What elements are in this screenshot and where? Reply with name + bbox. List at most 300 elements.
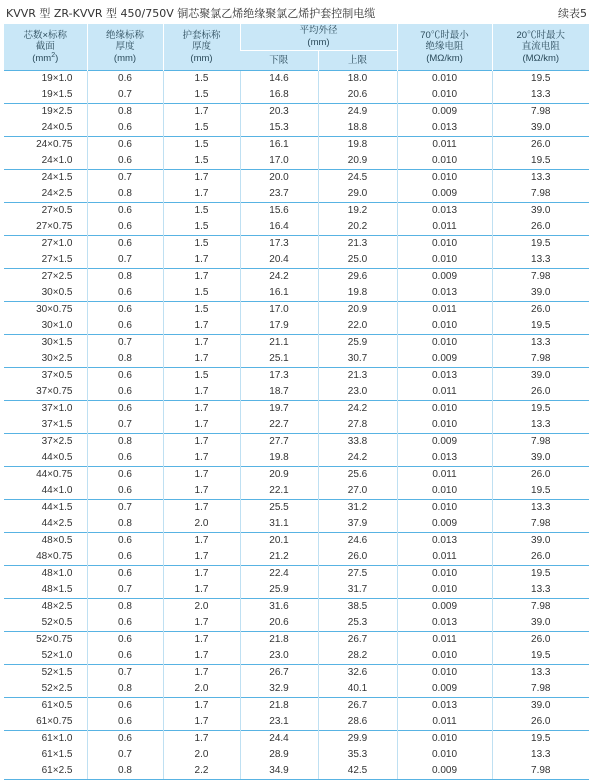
table-row (4, 516, 589, 533)
cell-dc-resistance: 19.5 (492, 153, 589, 170)
cell-cores-section: 48×1.0 (4, 566, 87, 583)
cell-od-upper: 23.0 (318, 384, 397, 401)
cell-sheath-thickness: 1.7 (163, 500, 240, 517)
cell-cores-section: 30×0.75 (4, 302, 87, 319)
table-row (4, 450, 589, 467)
cell-od-lower: 21.8 (240, 698, 318, 715)
cell-dc-resistance: 39.0 (492, 203, 589, 220)
cell-od-upper: 38.5 (318, 599, 397, 616)
cell-cores-section: 37×0.75 (36, 386, 73, 397)
cell-insulation-thickness: 0.6 (87, 698, 163, 715)
col-header-unit: (MΩ/km) (522, 52, 560, 64)
cell-dc-resistance: 13.3 (492, 335, 589, 352)
cable-spec-table (4, 24, 589, 780)
table-row (4, 681, 589, 698)
cell-insulation-thickness: 0.6 (87, 318, 163, 335)
cell-od-upper: 29.9 (318, 731, 397, 748)
cell-insulation-thickness: 0.6 (87, 153, 163, 170)
cell-od-lower: 26.7 (240, 665, 318, 682)
cell-od-upper: 24.5 (318, 170, 397, 187)
cell-sheath-thickness: 1.5 (163, 236, 240, 253)
cell-cores-section: 24×1.0 (41, 155, 73, 166)
cell-insulation-resistance: 0.011 (397, 714, 492, 731)
cell-od-upper: 31.7 (318, 582, 397, 599)
cell-od-lower: 17.3 (240, 368, 318, 385)
col-header-label: 绝缘标称 (105, 29, 144, 41)
cell-insulation-thickness: 0.8 (87, 681, 163, 698)
cell-od-lower: 34.9 (240, 763, 318, 780)
cell-sheath-thickness: 1.5 (163, 137, 240, 154)
col-header-label: 绝缘电阻 (425, 41, 464, 53)
cell-insulation-thickness: 0.8 (87, 763, 163, 780)
cell-od-lower: 31.1 (240, 516, 318, 533)
cell-insulation-thickness: 0.8 (87, 351, 163, 368)
table-row (4, 219, 589, 236)
cell-dc-resistance: 19.5 (492, 483, 589, 500)
cell-dc-resistance: 13.3 (492, 582, 589, 599)
cell-cores-section: 24×2.5 (41, 188, 73, 199)
cell-insulation-thickness: 0.7 (87, 252, 163, 269)
cell-insulation-thickness: 0.6 (87, 648, 163, 665)
cell-dc-resistance: 7.98 (492, 351, 589, 368)
cell-od-upper: 29.6 (318, 269, 397, 286)
cell-od-upper: 22.0 (318, 318, 397, 335)
col-header-label: 70℃时最小 (420, 29, 469, 41)
cell-od-lower: 21.8 (240, 632, 318, 649)
cell-cores-section: 27×0.5 (4, 203, 87, 220)
cell-cores-section: 27×0.75 (36, 221, 73, 232)
cell-od-upper: 19.8 (318, 137, 397, 154)
table-row (4, 747, 589, 763)
cell-insulation-resistance: 0.009 (397, 186, 492, 203)
cell-od-upper: 21.3 (318, 368, 397, 385)
table-row (4, 104, 589, 121)
cell-od-upper: 27.0 (318, 483, 397, 500)
cell-insulation-thickness: 0.6 (87, 632, 163, 649)
table-row (4, 120, 589, 137)
cell-od-upper: 26.7 (318, 698, 397, 715)
col-header-label: 截面 (35, 41, 55, 53)
table-row (4, 467, 589, 484)
cell-cores-section: 48×1.5 (41, 584, 73, 595)
cell-od-lower: 24.2 (240, 269, 318, 286)
cell-cores-section: 48×2.5 (4, 599, 87, 616)
cell-dc-resistance: 7.98 (492, 599, 589, 616)
cell-od-lower: 22.4 (240, 566, 318, 583)
cell-cores-section: 61×1.5 (41, 749, 73, 760)
cell-insulation-thickness: 0.7 (87, 417, 163, 434)
cell-dc-resistance: 7.98 (492, 763, 589, 780)
cell-cores-section: 48×0.5 (4, 533, 87, 550)
cell-insulation-thickness: 0.8 (87, 186, 163, 203)
table-row (4, 318, 589, 335)
table-row (4, 632, 589, 649)
cell-sheath-thickness: 1.5 (163, 71, 240, 88)
cell-sheath-thickness: 1.7 (163, 648, 240, 665)
cell-od-upper: 30.7 (318, 351, 397, 368)
cell-sheath-thickness: 1.5 (163, 302, 240, 319)
table-title: KVVR 型 ZR-KVVR 型 450/750V 铜芯聚氯乙烯绝缘聚氯乙烯护套控制电缆 (6, 7, 376, 20)
cell-sheath-thickness: 1.7 (163, 384, 240, 401)
cell-dc-resistance: 39.0 (492, 285, 589, 302)
cell-sheath-thickness: 1.7 (163, 450, 240, 467)
cell-insulation-thickness: 0.6 (87, 368, 163, 385)
cell-od-upper: 20.9 (318, 153, 397, 170)
cell-dc-resistance: 7.98 (492, 269, 589, 286)
col-header-cores-section (4, 24, 87, 71)
table-row (4, 252, 589, 269)
cell-insulation-thickness: 0.6 (87, 566, 163, 583)
col-header-label: 芯数×标称 (23, 29, 68, 41)
cell-sheath-thickness: 1.7 (163, 186, 240, 203)
table-row (4, 401, 589, 418)
cell-dc-resistance: 39.0 (492, 368, 589, 385)
cell-dc-resistance: 13.3 (492, 170, 589, 187)
cell-insulation-thickness: 0.6 (87, 450, 163, 467)
cell-sheath-thickness: 2.0 (163, 516, 240, 533)
cell-cores-section: 44×2.5 (41, 518, 73, 529)
table-row (4, 236, 589, 253)
col-header-dc-resistance (492, 24, 589, 71)
col-header-label: 护套标称 (182, 29, 221, 41)
table-row (4, 731, 589, 748)
cell-od-upper: 21.3 (318, 236, 397, 253)
cell-insulation-resistance: 0.011 (397, 219, 492, 236)
cell-sheath-thickness: 1.7 (163, 252, 240, 269)
cell-insulation-thickness: 0.6 (87, 549, 163, 566)
cell-insulation-thickness: 0.6 (87, 714, 163, 731)
cell-sheath-thickness: 1.5 (163, 87, 240, 104)
cell-od-lower: 28.9 (240, 747, 318, 763)
col-header-unit: (mm) (307, 36, 330, 48)
cell-insulation-resistance: 0.013 (397, 285, 492, 302)
cell-sheath-thickness: 1.7 (163, 698, 240, 715)
cell-insulation-resistance: 0.009 (397, 269, 492, 286)
cell-od-lower: 20.1 (240, 533, 318, 550)
cell-insulation-resistance: 0.010 (397, 401, 492, 418)
cell-insulation-resistance: 0.010 (397, 747, 492, 763)
cell-od-upper: 28.2 (318, 648, 397, 665)
cell-insulation-resistance: 0.010 (397, 483, 492, 500)
cell-od-upper: 27.8 (318, 417, 397, 434)
cell-od-upper: 19.8 (318, 285, 397, 302)
cell-od-lower: 18.7 (240, 384, 318, 401)
cell-dc-resistance: 7.98 (492, 681, 589, 698)
cell-cores-section: 24×0.5 (41, 122, 73, 133)
cell-insulation-resistance: 0.010 (397, 665, 492, 682)
cell-dc-resistance: 26.0 (492, 302, 589, 319)
cell-sheath-thickness: 2.0 (163, 681, 240, 698)
cell-cores-section: 52×0.75 (4, 632, 87, 649)
cell-sheath-thickness: 1.7 (163, 731, 240, 748)
table-row (4, 483, 589, 500)
cell-cores-section: 30×1.5 (4, 335, 87, 352)
cell-insulation-thickness: 0.6 (87, 731, 163, 748)
cell-od-upper: 37.9 (318, 516, 397, 533)
cell-dc-resistance: 19.5 (492, 71, 589, 88)
cell-cores-section: 37×1.0 (4, 401, 87, 418)
cell-insulation-thickness: 0.7 (87, 335, 163, 352)
cell-sheath-thickness: 1.5 (163, 285, 240, 302)
col-header-label: 20℃时最大 (516, 29, 566, 41)
cell-insulation-resistance: 0.011 (397, 302, 492, 319)
cell-od-lower: 20.3 (240, 104, 318, 121)
cell-od-lower: 23.7 (240, 186, 318, 203)
table-row (4, 186, 589, 203)
cell-cores-section: 48×0.75 (36, 551, 73, 562)
cell-dc-resistance: 7.98 (492, 434, 589, 451)
cell-dc-resistance: 13.3 (492, 252, 589, 269)
cell-dc-resistance: 19.5 (492, 731, 589, 748)
table-row (4, 302, 589, 319)
col-header-label: 厚度 (191, 41, 211, 53)
table-row (4, 763, 589, 780)
cell-od-upper: 18.0 (318, 71, 397, 88)
cell-insulation-thickness: 0.6 (87, 236, 163, 253)
table-row (4, 351, 589, 368)
cell-insulation-resistance: 0.013 (397, 203, 492, 220)
col-header-od-upper: 上限 (318, 50, 397, 70)
cell-dc-resistance: 19.5 (492, 566, 589, 583)
cell-cores-section: 44×0.75 (4, 467, 87, 484)
cell-sheath-thickness: 1.7 (163, 582, 240, 599)
cell-sheath-thickness: 1.7 (163, 632, 240, 649)
cell-od-lower: 21.2 (240, 549, 318, 566)
cell-insulation-resistance: 0.010 (397, 236, 492, 253)
cell-sheath-thickness: 1.7 (163, 434, 240, 451)
cell-cores-section: 61×0.75 (36, 716, 73, 727)
cell-sheath-thickness: 1.7 (163, 533, 240, 550)
cell-insulation-thickness: 0.7 (87, 500, 163, 517)
cell-sheath-thickness: 1.7 (163, 665, 240, 682)
cell-od-upper: 20.6 (318, 87, 397, 104)
cell-sheath-thickness: 1.7 (163, 335, 240, 352)
cell-dc-resistance: 26.0 (492, 714, 589, 731)
cell-cores-section: 30×1.0 (41, 320, 73, 331)
table-header (4, 24, 589, 71)
cell-insulation-thickness: 0.7 (87, 582, 163, 599)
cell-insulation-thickness: 0.8 (87, 434, 163, 451)
cell-dc-resistance: 19.5 (492, 318, 589, 335)
cell-sheath-thickness: 1.5 (163, 368, 240, 385)
cell-od-upper: 25.0 (318, 252, 397, 269)
cell-od-lower: 23.1 (240, 714, 318, 731)
cell-od-lower: 17.3 (240, 236, 318, 253)
cell-insulation-resistance: 0.010 (397, 582, 492, 599)
cell-insulation-thickness: 0.6 (87, 302, 163, 319)
cell-sheath-thickness: 1.7 (163, 549, 240, 566)
cell-insulation-resistance: 0.010 (397, 566, 492, 583)
cell-od-lower: 17.0 (240, 153, 318, 170)
cell-insulation-resistance: 0.011 (397, 384, 492, 401)
cell-sheath-thickness: 2.0 (163, 599, 240, 616)
cell-insulation-resistance: 0.009 (397, 104, 492, 121)
table-row (4, 549, 589, 566)
cell-dc-resistance: 39.0 (492, 450, 589, 467)
cell-sheath-thickness: 1.7 (163, 467, 240, 484)
cell-dc-resistance: 26.0 (492, 219, 589, 236)
cell-insulation-resistance: 0.013 (397, 450, 492, 467)
table-row (4, 566, 589, 583)
cell-insulation-resistance: 0.010 (397, 335, 492, 352)
cell-od-lower: 20.0 (240, 170, 318, 187)
cell-cores-section: 52×0.5 (41, 617, 73, 628)
cell-dc-resistance: 7.98 (492, 104, 589, 121)
cell-od-lower: 20.9 (240, 467, 318, 484)
cell-cores-section: 19×1.5 (41, 89, 73, 100)
cell-insulation-resistance: 0.011 (397, 549, 492, 566)
table-row (4, 665, 589, 682)
cell-cores-section: 61×1.0 (4, 731, 87, 748)
cell-insulation-resistance: 0.009 (397, 434, 492, 451)
table-row (4, 599, 589, 616)
cell-dc-resistance: 13.3 (492, 87, 589, 104)
cell-insulation-thickness: 0.6 (87, 467, 163, 484)
cell-insulation-resistance: 0.013 (397, 533, 492, 550)
cell-sheath-thickness: 1.5 (163, 219, 240, 236)
cell-cores-section: 37×2.5 (4, 434, 87, 451)
table-body (4, 71, 589, 780)
cell-sheath-thickness: 1.7 (163, 170, 240, 187)
cell-insulation-resistance: 0.010 (397, 71, 492, 88)
cell-insulation-thickness: 0.6 (87, 615, 163, 632)
cell-od-upper: 27.5 (318, 566, 397, 583)
cell-od-upper: 40.1 (318, 681, 397, 698)
table-row (4, 615, 589, 632)
cell-od-upper: 29.0 (318, 186, 397, 203)
table-row (4, 714, 589, 731)
cell-insulation-thickness: 0.6 (87, 483, 163, 500)
table-row (4, 137, 589, 154)
cell-od-upper: 42.5 (318, 763, 397, 780)
cell-insulation-resistance: 0.010 (397, 170, 492, 187)
cell-cores-section: 27×1.0 (4, 236, 87, 253)
cell-insulation-resistance: 0.010 (397, 87, 492, 104)
cell-dc-resistance: 7.98 (492, 186, 589, 203)
cell-dc-resistance: 13.3 (492, 417, 589, 434)
cell-od-lower: 22.1 (240, 483, 318, 500)
cell-cores-section: 19×2.5 (4, 104, 87, 121)
table-row (4, 417, 589, 434)
cell-od-upper: 25.3 (318, 615, 397, 632)
col-header-insulation-thickness (87, 24, 163, 71)
cell-od-lower: 25.1 (240, 351, 318, 368)
cell-od-upper: 20.2 (318, 219, 397, 236)
cell-insulation-resistance: 0.009 (397, 351, 492, 368)
cell-od-lower: 14.6 (240, 71, 318, 88)
cell-insulation-resistance: 0.010 (397, 252, 492, 269)
cell-insulation-thickness: 0.8 (87, 104, 163, 121)
cell-od-lower: 22.7 (240, 417, 318, 434)
cell-insulation-resistance: 0.010 (397, 500, 492, 517)
table-row (4, 285, 589, 302)
col-header-od-lower: 下限 (240, 50, 318, 70)
col-header-label: 平均外径 (299, 25, 338, 37)
cell-cores-section: 52×2.5 (41, 683, 73, 694)
cell-cores-section: 61×0.5 (4, 698, 87, 715)
cell-od-upper: 24.2 (318, 450, 397, 467)
cell-od-upper: 24.2 (318, 401, 397, 418)
cell-od-lower: 31.6 (240, 599, 318, 616)
cell-od-upper: 26.0 (318, 549, 397, 566)
cell-insulation-thickness: 0.6 (87, 120, 163, 137)
cell-dc-resistance: 39.0 (492, 533, 589, 550)
cell-sheath-thickness: 1.7 (163, 714, 240, 731)
col-header-unit: $(mm^2)$ (32, 51, 59, 64)
table-row (4, 71, 589, 88)
cell-dc-resistance: 19.5 (492, 401, 589, 418)
cell-od-lower: 16.1 (240, 285, 318, 302)
cell-sheath-thickness: 2.0 (163, 747, 240, 763)
cell-cores-section: 24×0.75 (4, 137, 87, 154)
cell-insulation-thickness: 0.7 (87, 665, 163, 682)
cell-od-lower: 16.8 (240, 87, 318, 104)
cell-od-upper: 25.6 (318, 467, 397, 484)
cell-dc-resistance: 39.0 (492, 698, 589, 715)
cell-cores-section: 44×0.5 (41, 452, 73, 463)
cell-sheath-thickness: 1.7 (163, 401, 240, 418)
cell-cores-section: 30×0.5 (41, 287, 73, 298)
cell-insulation-thickness: 0.6 (87, 219, 163, 236)
cell-dc-resistance: 26.0 (492, 137, 589, 154)
cell-insulation-thickness: 0.7 (87, 87, 163, 104)
cell-od-upper: 25.9 (318, 335, 397, 352)
cell-insulation-resistance: 0.010 (397, 417, 492, 434)
table-row (4, 203, 589, 220)
table-row (4, 335, 589, 352)
col-header-sheath-thickness (163, 24, 240, 71)
col-header-outer-diameter (240, 24, 397, 50)
cell-sheath-thickness: 1.7 (163, 318, 240, 335)
cell-insulation-resistance: 0.009 (397, 599, 492, 616)
cell-dc-resistance: 26.0 (492, 549, 589, 566)
cell-od-upper: 35.3 (318, 747, 397, 763)
table-row (4, 434, 589, 451)
cell-dc-resistance: 39.0 (492, 120, 589, 137)
cell-insulation-resistance: 0.009 (397, 763, 492, 780)
col-header-insulation-resistance (397, 24, 492, 71)
cell-sheath-thickness: 1.7 (163, 417, 240, 434)
cell-cores-section: 61×2.5 (4, 763, 87, 780)
cell-insulation-thickness: 0.6 (87, 384, 163, 401)
cell-insulation-resistance: 0.010 (397, 153, 492, 170)
cell-sheath-thickness: 1.7 (163, 615, 240, 632)
cell-insulation-thickness: 0.6 (87, 401, 163, 418)
cell-od-lower: 20.4 (240, 252, 318, 269)
cell-od-lower: 25.9 (240, 582, 318, 599)
cell-insulation-thickness: 0.7 (87, 747, 163, 763)
col-header-unit: (MΩ/km) (426, 52, 463, 64)
cell-insulation-resistance: 0.009 (397, 516, 492, 533)
table-row (4, 582, 589, 599)
cell-cores-section: 44×1.5 (4, 500, 87, 517)
table-row (4, 648, 589, 665)
continuation-label: 续表5 (558, 7, 587, 20)
cell-od-lower: 17.9 (240, 318, 318, 335)
cell-sheath-thickness: 1.7 (163, 269, 240, 286)
cell-dc-resistance: 19.5 (492, 648, 589, 665)
cell-cores-section: 24×1.5 (4, 170, 87, 187)
cell-od-upper: 20.9 (318, 302, 397, 319)
cell-od-lower: 15.3 (240, 120, 318, 137)
col-header-label: 直流电阻 (521, 41, 560, 53)
cell-sheath-thickness: 1.5 (163, 203, 240, 220)
cell-od-lower: 16.1 (240, 137, 318, 154)
cell-dc-resistance: 7.98 (492, 516, 589, 533)
cell-insulation-resistance: 0.013 (397, 368, 492, 385)
cell-sheath-thickness: 2.2 (163, 763, 240, 780)
cell-od-upper: 32.6 (318, 665, 397, 682)
